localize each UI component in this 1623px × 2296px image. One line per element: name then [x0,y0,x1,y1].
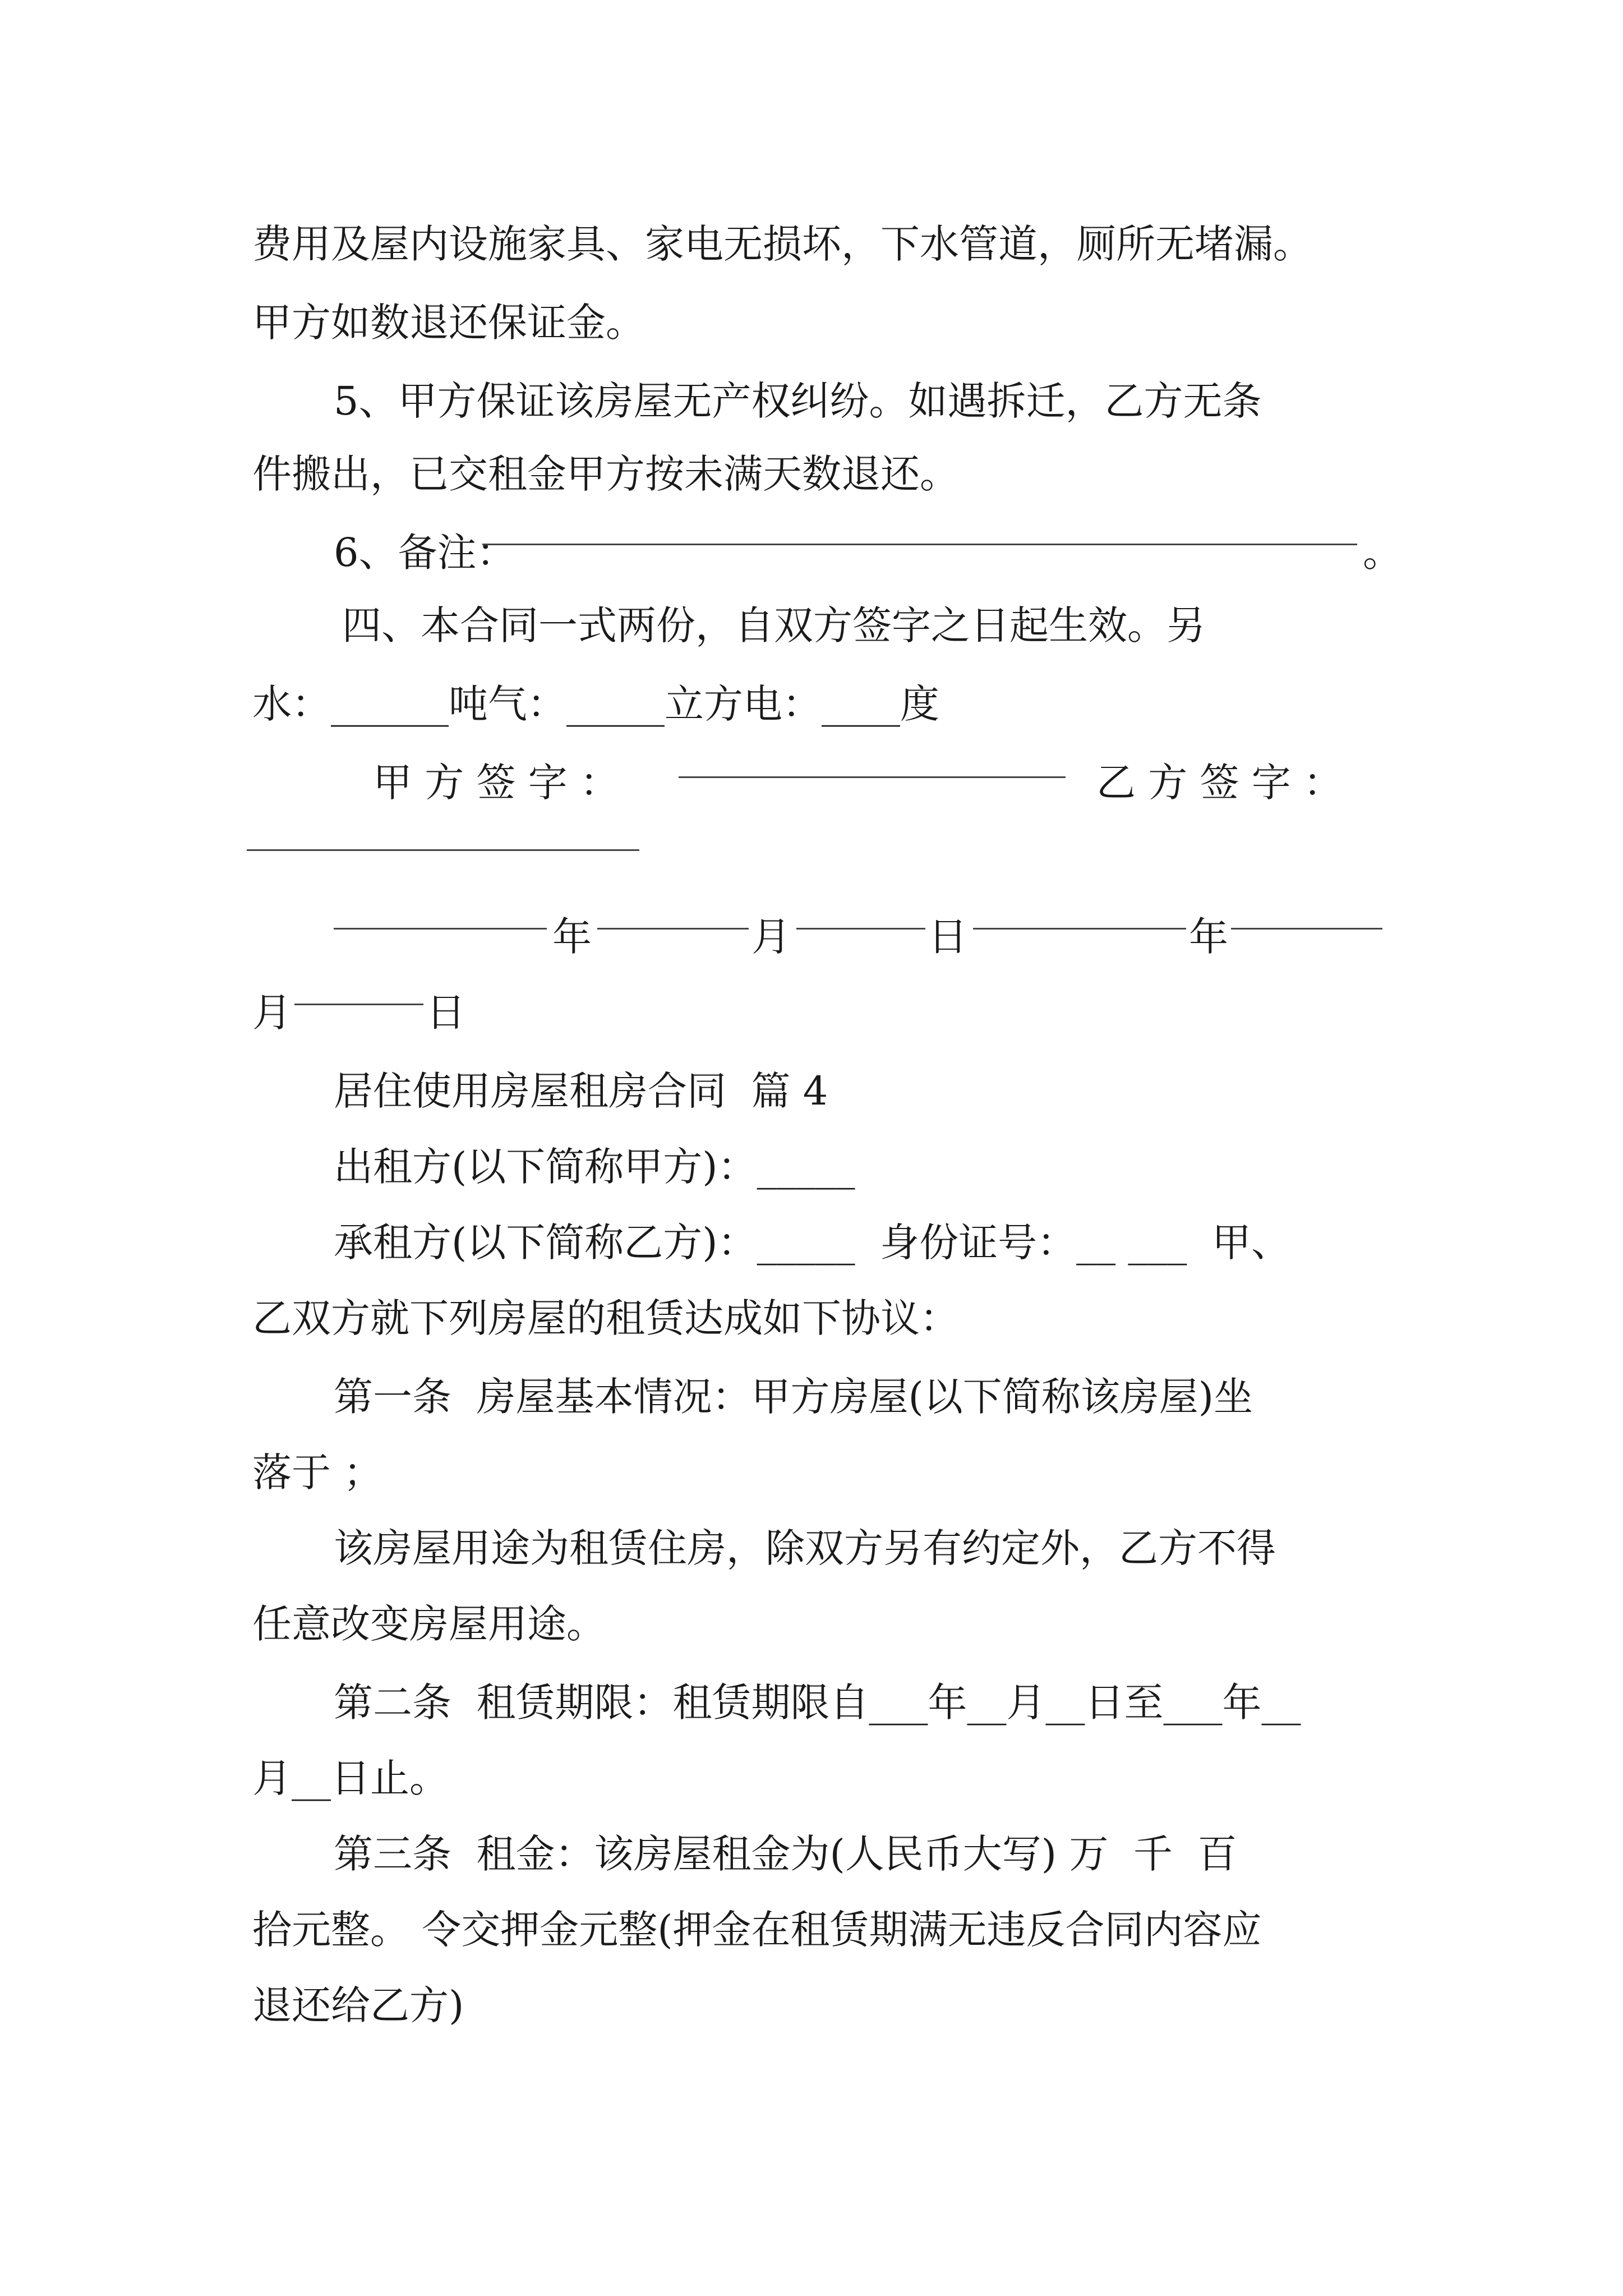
text-line: 退还给乙方) [252,1982,464,2028]
date-part: 年 [552,914,592,960]
date-blank [294,996,423,1005]
date-part: 月 [252,990,292,1036]
party-a-signature-label: 甲 方 签 字 ： [373,760,620,806]
text-line: 5、甲方保证该房屋无产权纠纷。如遇拆迁，乙方无条 [334,378,1262,424]
date-part: 年 [1189,914,1228,960]
date-part: 月 [751,914,791,960]
text-line: 甲方如数退还保证金。 [252,300,645,346]
blank-underline [482,536,1357,545]
date-blank [597,920,749,930]
text-line: 第三条 租金：该房屋租金为(人民币大写) 万 千 百 [334,1831,1237,1877]
text-line: 任意改变房屋用途。 [252,1601,606,1647]
text-line: 四、本合同一式两份，自双方签字之日起生效。另 [342,602,1206,648]
signature-line-b [247,841,639,851]
text-line: 件搬出，已交租金甲方按未满天数退还。 [252,451,959,497]
text-line: 出租方(以下简称甲方)：_____ [334,1144,855,1190]
text-line: 费用及屋内设施家具、家电无损坏，下水管道，厕所无堵漏。 [252,221,1312,267]
text-line: 拾元整。 令交押金元整(押金在租赁期满无违反合同内容应 [252,1907,1262,1953]
text-line: 该房屋用途为租赁住房，除双方另有约定外，乙方不得 [334,1525,1276,1571]
text-line: 6、备注： [334,530,516,576]
text-line: 第二条 租赁期限：租赁期限自___年__月__日至___年__ [334,1680,1301,1726]
date-part: 日 [928,914,967,960]
text-line: 第一条 房屋基本情况：甲方房屋(以下简称该房屋)坐 [334,1374,1253,1420]
text-line: 。 [1363,530,1402,576]
date-blank [973,920,1186,930]
signature-line-a [679,769,1066,778]
text-line: 乙双方就下列房屋的租赁达成如下协议： [252,1295,959,1341]
date-blank [334,920,547,930]
text-line: 月__日止。 [252,1755,449,1801]
text-line: 承租方(以下简称乙方)：_____ 身份证号：__ ___ 甲、 [334,1220,1290,1266]
date-blank [1231,920,1382,930]
date-part: 日 [426,990,465,1036]
date-blank [796,920,925,930]
party-b-signature-label: 乙 方 签 字 ： [1096,760,1343,806]
section-heading: 居住使用房屋租房合同 篇 4 [334,1068,828,1114]
text-line: 水：______吨气：_____立方电：____度 [252,681,939,727]
text-line: 落于 ； [252,1450,383,1496]
